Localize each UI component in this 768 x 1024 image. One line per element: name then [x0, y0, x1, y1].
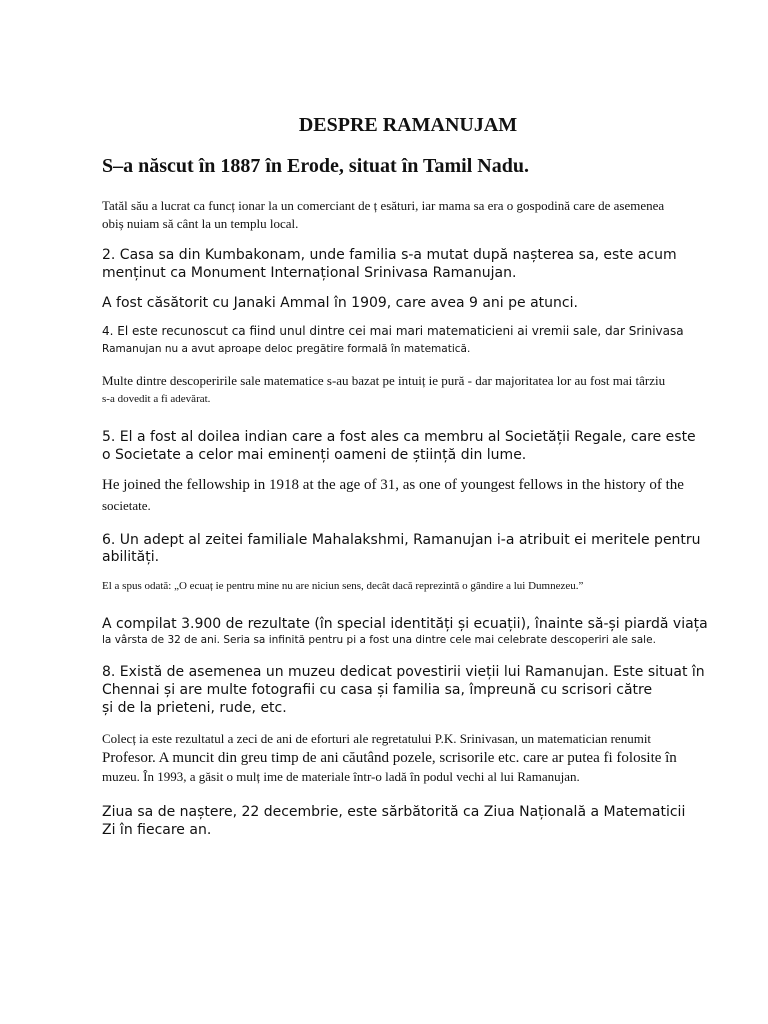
document-subtitle: S–a născut în 1887 în Erode, situat în Tamil Nadu. — [102, 155, 529, 177]
paragraph-royal-society-line-2: o Societate a celor mai eminenți oameni de știință din lume. — [102, 447, 527, 463]
paragraph-mahalakshmi-line-1: 6. Un adept al zeitei familiale Mahalakshmi, Ramanujan i-a atribuit ei meritele pentru — [102, 532, 701, 548]
paragraph-house-line-2: menținut ca Monument Internațional Srinivasa Ramanujan. — [102, 265, 517, 281]
paragraph-results-line-1: A compilat 3.900 de rezultate (în special identități și ecuații), înainte să-și piardă viața — [102, 616, 708, 632]
paragraph-mahalakshmi-line-2: abilități. — [102, 549, 160, 565]
paragraph-discoveries-line-1: Multe dintre descoperirile sale matematice s-au bazat pe intuiț ie pură - dar majoritatea lor au fost mai târziu — [102, 373, 666, 388]
paragraph-father-line-1: Tatăl său a lucrat ca funcț ionar la un comerciant de ț esături, iar mama sa era o gospodină care de asemenea — [102, 198, 665, 213]
paragraph-royal-society-line-1: 5. El a fost al doilea indian care a fost ales ca membru al Societății Regale, care este — [102, 429, 696, 445]
paragraph-quote: El a spus odată: „O ecuaț ie pentru mine nu are niciun sens, decât dacă reprezintă o gândire a lui Dumnezeu.” — [102, 580, 584, 592]
paragraph-fellowship-line-2: societate. — [102, 498, 151, 513]
paragraph-birthday-line-2: Zi în fiecare an. — [102, 822, 212, 838]
paragraph-results-line-2: la vârsta de 32 de ani. Seria sa infinită pentru pi a fost una dintre cele mai celebrate descoperiri ale sale. — [102, 634, 656, 646]
paragraph-father-line-2: obiș nuiam să cânt la un templu local. — [102, 216, 299, 231]
paragraph-birthday-line-1: Ziua sa de naștere, 22 decembrie, este sărbătorită ca Ziua Națională a Matematicii — [102, 804, 686, 820]
paragraph-museum-line-3: și de la prieteni, rude, etc. — [102, 700, 287, 716]
paragraph-collection-line-2: Profesor. A muncit din greu timp de ani căutând pozele, scrisorile etc. care ar putea fi folosite în — [102, 750, 677, 766]
paragraph-discoveries-line-2: s-a dovedit a fi adevărat. — [102, 393, 211, 405]
paragraph-marriage: A fost căsătorit cu Janaki Ammal în 1909, care avea 9 ani pe atunci. — [102, 295, 578, 311]
paragraph-recognized-line-2: Ramanujan nu a avut aproape deloc pregătire formală în matematică. — [102, 343, 471, 355]
paragraph-museum-line-2: Chennai și are multe fotografii cu casa și familia sa, împreună cu scrisori către — [102, 682, 653, 698]
paragraph-recognized-line-1: 4. El este recunoscut ca fiind unul dintre cei mai mari matematicieni ai vremii sale, dar Srinivasa — [102, 324, 684, 338]
paragraph-fellowship-line-1: He joined the fellowship in 1918 at the age of 31, as one of youngest fellows in the history of the — [102, 477, 684, 493]
paragraph-museum-line-1: 8. Există de asemenea un muzeu dedicat povestirii vieții lui Ramanujan. Este situat în — [102, 664, 705, 680]
document-title: DESPRE RAMANUJAM — [298, 114, 518, 136]
paragraph-house-line-1: 2. Casa sa din Kumbakonam, unde familia s-a mutat după nașterea sa, este acum — [102, 247, 677, 263]
paragraph-collection-line-1: Colecț ia este rezultatul a zeci de ani de eforturi ale regretatului P.K. Srinivasan, un matematician renumit — [102, 731, 652, 746]
paragraph-collection-line-3: muzeu. În 1993, a găsit o mulț ime de materiale într-o ladă în podul vechi al lui Ramanujan. — [102, 769, 580, 784]
